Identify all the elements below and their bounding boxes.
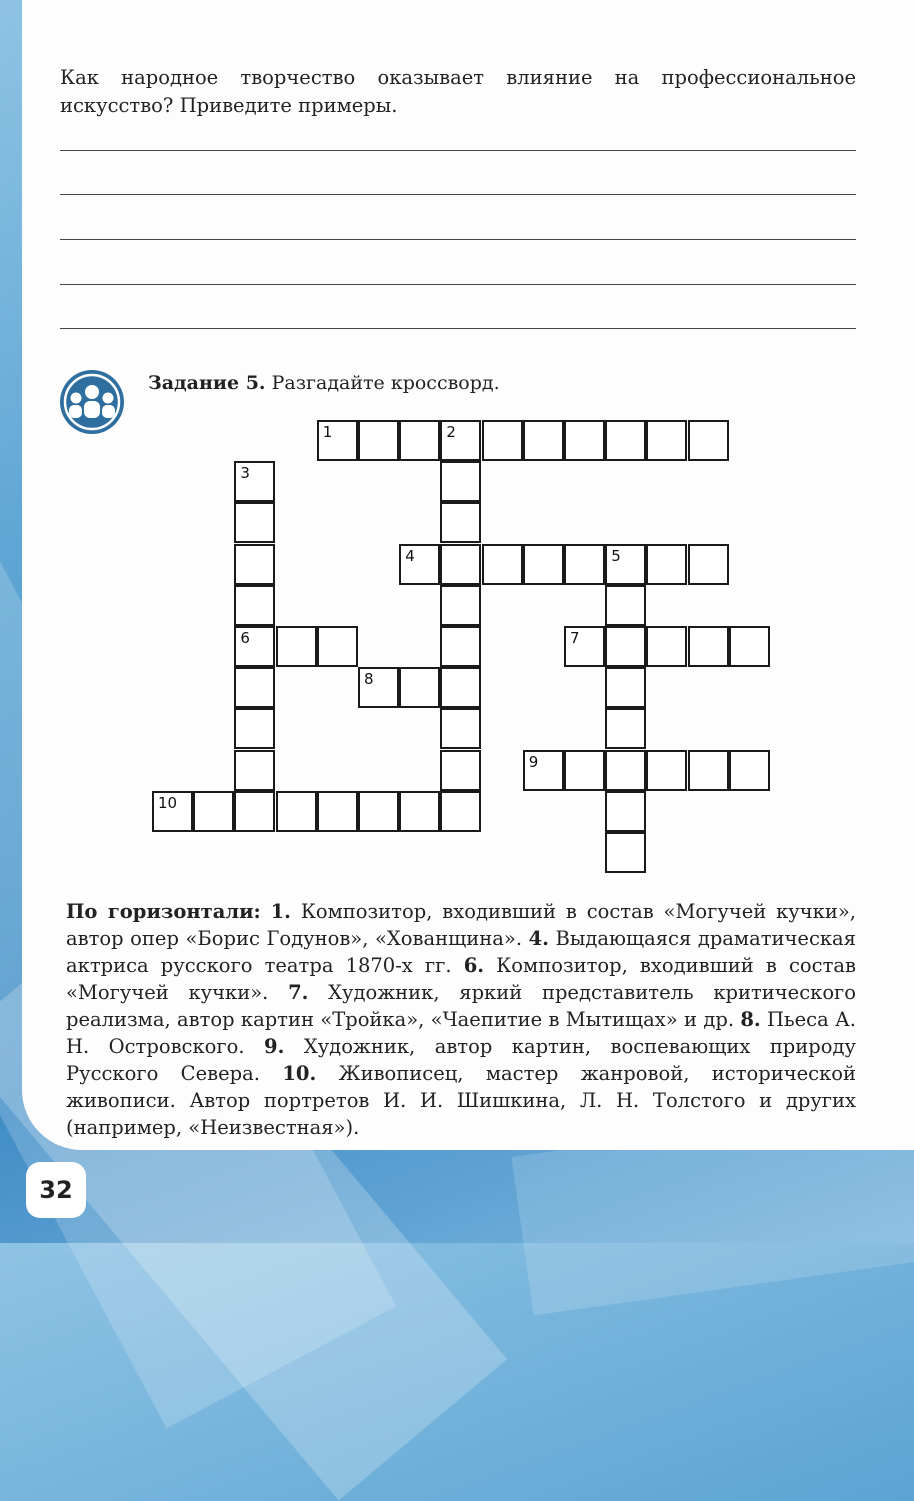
crossword-cell[interactable] [523, 750, 564, 791]
clue-text: Композитор, входивший в состав «Могучей кучки», автор опер «Борис Годунов», «Хованщина». [66, 900, 856, 950]
crossword-cell[interactable] [276, 626, 317, 667]
crossword-cell[interactable] [440, 791, 481, 832]
clues-heading: По горизонтали: [66, 900, 261, 923]
crossword-number: 8 [364, 670, 374, 689]
crossword-cell[interactable] [358, 667, 399, 708]
crossword-cell[interactable] [399, 667, 440, 708]
crossword-cell[interactable] [564, 750, 605, 791]
clue-number: 10. [282, 1062, 317, 1085]
crossword-cell[interactable] [605, 791, 646, 832]
crossword-cell[interactable] [440, 750, 481, 791]
crossword-cell[interactable] [317, 791, 358, 832]
crossword-cell[interactable] [358, 791, 399, 832]
crossword-cell[interactable] [234, 461, 275, 502]
clue-text: Выдающаяся драматическая актриса русского театра 1870-х гг. [66, 927, 856, 977]
crossword-cell[interactable] [523, 544, 564, 585]
crossword-cell[interactable] [646, 750, 687, 791]
crossword-cell[interactable] [688, 750, 729, 791]
clue-text: Художник, автор картин, воспевающих природу Русского Севера. [66, 1035, 856, 1085]
crossword-cell[interactable] [440, 544, 481, 585]
crossword-cell[interactable] [358, 420, 399, 461]
crossword-cell[interactable] [440, 502, 481, 543]
page-number: 32 [26, 1162, 86, 1218]
crossword-cell[interactable] [523, 420, 564, 461]
crossword-cell[interactable] [646, 544, 687, 585]
crossword-cell[interactable] [234, 791, 275, 832]
crossword-cell[interactable] [605, 832, 646, 873]
question-line-1: Как народное творчество оказывает влияние на профессиональное [60, 66, 856, 89]
clues-block [66, 898, 856, 1141]
clue-text: Художник, яркий представитель критического реализма, автор картин «Тройка», «Чаепитие в Мытищах» и др. [66, 981, 857, 1031]
crossword-cell[interactable] [399, 791, 440, 832]
crossword-cell[interactable] [440, 585, 481, 626]
crossword-cell[interactable] [564, 420, 605, 461]
clue-number: 7. [288, 981, 309, 1004]
clue-number: 1. [270, 900, 291, 923]
crossword-cell[interactable] [688, 420, 729, 461]
crossword-cell[interactable] [729, 626, 770, 667]
crossword-cell[interactable] [440, 626, 481, 667]
crossword-cell[interactable] [234, 708, 275, 749]
clue-number: 8. [740, 1008, 761, 1031]
crossword-number: 1 [322, 423, 333, 441]
crossword-cell[interactable] [605, 420, 646, 461]
clue-text: Композитор, входивший в состав «Могучей кучки». [66, 954, 856, 1004]
crossword-number: 4 [405, 546, 415, 565]
crossword-cell[interactable] [399, 420, 440, 461]
crossword-cell[interactable] [440, 667, 481, 708]
crossword-cell[interactable] [152, 791, 193, 832]
clue-number: 6. [463, 954, 485, 977]
crossword-cell[interactable] [605, 585, 646, 626]
crossword-cell[interactable] [482, 420, 523, 461]
crossword-cell[interactable] [729, 750, 770, 791]
task-label: Задание 5. [148, 372, 266, 394]
question-line-2: искусство? Приведите примеры. [60, 94, 398, 117]
task-text: Разгадайте кроссворд. [271, 372, 500, 394]
crossword-number: 2 [446, 423, 456, 441]
crossword-cell[interactable] [234, 626, 275, 667]
crossword-cell[interactable] [234, 750, 275, 791]
crossword-cell[interactable] [276, 791, 317, 832]
crossword-cell[interactable] [440, 420, 481, 461]
clue-text: Живописец, мастер жанровой, исторической живописи. Автор портретов И. И. Шишкина, Л. Н. Толстого и других (например, «Неизвестная»). [66, 1062, 857, 1139]
crossword-cell[interactable] [440, 708, 481, 749]
crossword-number: 7 [570, 629, 580, 647]
crossword-number: 10 [158, 793, 178, 812]
crossword-number: 5 [611, 546, 621, 565]
crossword-number: 9 [528, 752, 539, 771]
crossword-cell[interactable] [605, 750, 646, 791]
crossword-cell[interactable] [605, 708, 646, 749]
crossword-cell[interactable] [564, 626, 605, 667]
crossword-cell[interactable] [234, 667, 275, 708]
crossword-cell[interactable] [564, 544, 605, 585]
crossword-number: 3 [240, 464, 250, 483]
crossword-cell[interactable] [605, 667, 646, 708]
crossword-cell[interactable] [317, 626, 358, 667]
crossword-cell[interactable] [440, 461, 481, 502]
crossword-cell[interactable] [234, 585, 275, 626]
crossword-cell[interactable] [317, 420, 358, 461]
clue-text: Пьеса А. Н. Островского. [66, 1008, 856, 1058]
clue-number: 4. [528, 927, 549, 950]
crossword-cell[interactable] [646, 420, 687, 461]
crossword-cell[interactable] [482, 544, 523, 585]
crossword-cell[interactable] [399, 544, 440, 585]
crossword-cell[interactable] [646, 626, 687, 667]
crossword-number: 6 [240, 629, 250, 647]
crossword-cell[interactable] [688, 544, 729, 585]
crossword-cell[interactable] [234, 544, 275, 585]
clue-number: 9. [264, 1035, 285, 1058]
crossword-cell[interactable] [193, 791, 234, 832]
crossword-cell[interactable] [605, 626, 646, 667]
crossword-cell[interactable] [688, 626, 729, 667]
crossword-cell[interactable] [234, 502, 275, 543]
crossword-cell[interactable] [605, 544, 646, 585]
